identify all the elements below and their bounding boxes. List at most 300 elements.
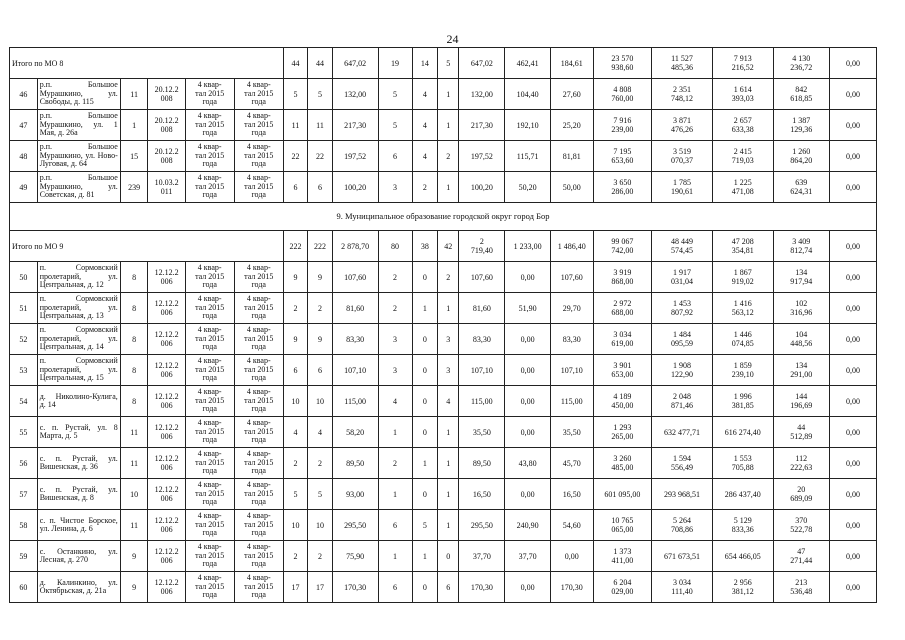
table-cell: 7 916 239,00 <box>593 110 652 141</box>
table-row <box>10 110 877 141</box>
table-cell: 1 996 381,85 <box>712 386 773 417</box>
summary-cell: 42 <box>438 231 459 262</box>
table-cell: 2 <box>308 293 332 324</box>
table-cell: 50,00 <box>550 172 593 203</box>
row-number: 49 <box>10 172 38 203</box>
summary-label: Итого по МО 8 <box>10 48 284 79</box>
table-cell: 2 <box>308 448 332 479</box>
table-cell: 192,10 <box>505 110 551 141</box>
table-row <box>10 141 877 172</box>
date-cell: 12.12.2 006 <box>148 448 185 479</box>
table-cell: 1 <box>378 541 412 572</box>
date-cell: 12.12.2 006 <box>148 510 185 541</box>
table-cell: 0 <box>412 479 438 510</box>
table-cell: 89,50 <box>332 448 378 479</box>
period-cell: 4 квар- тал 2015 года <box>185 572 234 603</box>
table-cell: 83,30 <box>550 324 593 355</box>
table-cell: 197,52 <box>332 141 378 172</box>
table-cell: 4 <box>308 417 332 448</box>
table-cell: 5 <box>283 79 307 110</box>
table-cell: 1 553 705,88 <box>712 448 773 479</box>
table-cell: 3 <box>378 355 412 386</box>
table-cell: 2 956 381,12 <box>712 572 773 603</box>
table-cell: 1 <box>412 541 438 572</box>
period-cell: 4 квар- тал 2015 года <box>234 110 283 141</box>
period-cell: 4 квар- тал 2015 года <box>185 355 234 386</box>
table-cell: 1 <box>378 479 412 510</box>
period-cell: 4 квар- тал 2015 года <box>185 324 234 355</box>
period-cell: 4 квар- тал 2015 года <box>234 541 283 572</box>
period-cell: 4 квар- тал 2015 года <box>234 417 283 448</box>
summary-cell: 647,02 <box>332 48 378 79</box>
table-cell: 0,00 <box>505 572 551 603</box>
table-row <box>10 293 877 324</box>
table-cell: 3 <box>438 324 459 355</box>
table-cell: 89,50 <box>459 448 505 479</box>
table-cell: 295,50 <box>459 510 505 541</box>
table-cell: 0,00 <box>829 141 876 172</box>
summary-cell: 2 878,70 <box>332 231 378 262</box>
table-row <box>10 324 877 355</box>
date-cell: 10.03.2 011 <box>148 172 185 203</box>
table-cell: 1 <box>412 448 438 479</box>
table-cell: 10 <box>283 510 307 541</box>
table-cell: 9 <box>283 324 307 355</box>
table-cell: 1 908 122,90 <box>652 355 713 386</box>
table-cell: 9 <box>120 541 148 572</box>
summary-cell: 38 <box>412 231 438 262</box>
table-cell: 16,50 <box>550 479 593 510</box>
table-cell: 15 <box>120 141 148 172</box>
table-cell: 2 <box>378 448 412 479</box>
table-cell: 286 437,40 <box>712 479 773 510</box>
date-cell: 12.12.2 006 <box>148 572 185 603</box>
period-cell: 4 квар- тал 2015 года <box>185 110 234 141</box>
table-cell: 4 189 450,00 <box>593 386 652 417</box>
table-cell: 9 <box>308 262 332 293</box>
row-number: 57 <box>10 479 38 510</box>
table-cell: 11 <box>120 79 148 110</box>
summary-cell: 44 <box>308 48 332 79</box>
period-cell: 4 квар- тал 2015 года <box>185 293 234 324</box>
table-cell: 0 <box>412 262 438 293</box>
date-cell: 12.12.2 006 <box>148 262 185 293</box>
table-cell: 8 <box>120 293 148 324</box>
table-cell: 22 <box>283 141 307 172</box>
table-cell: 7 195 653,60 <box>593 141 652 172</box>
row-number: 54 <box>10 386 38 417</box>
table-cell: 0,00 <box>505 479 551 510</box>
table-cell: 5 <box>308 479 332 510</box>
table-cell: 0,00 <box>829 293 876 324</box>
table-cell: 0 <box>412 324 438 355</box>
table-cell: 1 614 393,03 <box>712 79 773 110</box>
address-cell: п. Сормовский пролетарий, ул. Центральная, д. 14 <box>37 324 120 355</box>
table-cell: 81,60 <box>332 293 378 324</box>
table-cell: 0,00 <box>829 448 876 479</box>
period-cell: 4 квар- тал 2015 года <box>234 510 283 541</box>
table-cell: 4 <box>412 110 438 141</box>
table-cell: 3 650 286,00 <box>593 172 652 203</box>
table-cell: 4 <box>412 141 438 172</box>
table-cell: 4 808 760,00 <box>593 79 652 110</box>
table-cell: 107,10 <box>550 355 593 386</box>
summary-cell: 4 130 236,72 <box>773 48 829 79</box>
address-cell: р.п. Большое Мурашкино, ул. 1 Мая, д. 26а <box>37 110 120 141</box>
table-cell: 4 <box>438 386 459 417</box>
address-cell: с. п. Чистое Борское, ул. Ленина, д. 6 <box>37 510 120 541</box>
table-cell: 107,60 <box>459 262 505 293</box>
table-cell: 104,40 <box>505 79 551 110</box>
table-cell: 1 594 556,49 <box>652 448 713 479</box>
table-cell: 3 034 619,00 <box>593 324 652 355</box>
table-row <box>10 479 877 510</box>
table-cell: 107,10 <box>459 355 505 386</box>
address-cell: с. п. Рустай, ул. Вишенская, д. 36 <box>37 448 120 479</box>
table-cell: 35,50 <box>550 417 593 448</box>
table-cell: 132,00 <box>459 79 505 110</box>
table-cell: 16,50 <box>459 479 505 510</box>
table-cell: 11 <box>120 510 148 541</box>
table-row <box>10 541 877 572</box>
table-cell: 240,90 <box>505 510 551 541</box>
table-row <box>10 262 877 293</box>
table-cell: 2 <box>378 293 412 324</box>
table-cell: 1 <box>438 79 459 110</box>
table-cell: 43,80 <box>505 448 551 479</box>
table-cell: 9 <box>120 572 148 603</box>
table-cell: 1 <box>412 293 438 324</box>
summary-row <box>10 231 877 262</box>
summary-cell: 2 719,40 <box>459 231 505 262</box>
row-number: 55 <box>10 417 38 448</box>
table-cell: 2 <box>283 541 307 572</box>
table-cell: 6 <box>438 572 459 603</box>
table-cell: 3 034 111,40 <box>652 572 713 603</box>
table-cell: 654 466,05 <box>712 541 773 572</box>
table-cell: 6 <box>308 355 332 386</box>
date-cell: 12.12.2 006 <box>148 479 185 510</box>
table-cell: 2 657 633,38 <box>712 110 773 141</box>
summary-cell: 222 <box>308 231 332 262</box>
table-cell: 0,00 <box>829 479 876 510</box>
table-cell: 4 <box>283 417 307 448</box>
address-cell: п. Сормовский пролетарий, ул. Центральная, д. 15 <box>37 355 120 386</box>
resettlement-table <box>9 47 877 603</box>
table-cell: 4 <box>378 386 412 417</box>
period-cell: 4 квар- тал 2015 года <box>185 479 234 510</box>
table-cell: 2 <box>308 541 332 572</box>
date-cell: 20.12.2 008 <box>148 79 185 110</box>
table-cell: 5 264 708,86 <box>652 510 713 541</box>
table-cell: 37,70 <box>505 541 551 572</box>
summary-cell: 0,00 <box>829 48 876 79</box>
table-cell: 1 <box>438 417 459 448</box>
summary-cell: 647,02 <box>459 48 505 79</box>
table-cell: 239 <box>120 172 148 203</box>
table-cell: 2 <box>283 448 307 479</box>
table-cell: 1 867 919,02 <box>712 262 773 293</box>
table-cell: 0,00 <box>829 79 876 110</box>
table-cell: 170,30 <box>459 572 505 603</box>
table-cell: 1 373 411,00 <box>593 541 652 572</box>
table-cell: 6 204 029,00 <box>593 572 652 603</box>
period-cell: 4 квар- тал 2015 года <box>234 386 283 417</box>
table-row <box>10 386 877 417</box>
table-cell: 6 <box>283 172 307 203</box>
table-cell: 370 522,78 <box>773 510 829 541</box>
address-cell: р.п. Большое Мурашкино, ул. Ново-Луговая, д. 64 <box>37 141 120 172</box>
table-cell: 144 196,69 <box>773 386 829 417</box>
period-cell: 4 квар- тал 2015 года <box>185 79 234 110</box>
table-cell: 0,00 <box>550 541 593 572</box>
table-cell: 1 416 563,12 <box>712 293 773 324</box>
table-cell: 10 <box>283 386 307 417</box>
table-cell: 132,00 <box>332 79 378 110</box>
table-cell: 1 859 239,10 <box>712 355 773 386</box>
table-cell: 107,10 <box>332 355 378 386</box>
row-number: 59 <box>10 541 38 572</box>
table-cell: 83,30 <box>459 324 505 355</box>
table-cell: 5 <box>378 110 412 141</box>
table-cell: 3 <box>438 355 459 386</box>
table-cell: 9 <box>308 324 332 355</box>
table-row <box>10 417 877 448</box>
row-number: 58 <box>10 510 38 541</box>
table-cell: 93,00 <box>332 479 378 510</box>
table-cell: 1 <box>438 479 459 510</box>
summary-cell: 99 067 742,00 <box>593 231 652 262</box>
table-cell: 8 <box>120 386 148 417</box>
table-cell: 3 519 070,37 <box>652 141 713 172</box>
table-row <box>10 572 877 603</box>
table-cell: 1 <box>438 510 459 541</box>
period-cell: 4 квар- тал 2015 года <box>234 172 283 203</box>
period-cell: 4 квар- тал 2015 года <box>185 510 234 541</box>
table-cell: 6 <box>308 172 332 203</box>
table-cell: 2 <box>412 172 438 203</box>
table-cell: 0,00 <box>829 572 876 603</box>
summary-cell: 14 <box>412 48 438 79</box>
table-cell: 17 <box>283 572 307 603</box>
date-cell: 20.12.2 008 <box>148 110 185 141</box>
table-cell: 3 871 476,26 <box>652 110 713 141</box>
period-cell: 4 квар- тал 2015 года <box>185 141 234 172</box>
table-cell: 11 <box>283 110 307 141</box>
table-cell: 112 222,63 <box>773 448 829 479</box>
summary-cell: 80 <box>378 231 412 262</box>
address-cell: р.п. Большое Мурашкино, ул. Советская, д. 81 <box>37 172 120 203</box>
table-cell: 0,00 <box>829 386 876 417</box>
row-number: 53 <box>10 355 38 386</box>
table-cell: 295,50 <box>332 510 378 541</box>
table-cell: 17 <box>308 572 332 603</box>
table-cell: 6 <box>378 141 412 172</box>
table-cell: 100,20 <box>332 172 378 203</box>
table-cell: 29,70 <box>550 293 593 324</box>
table-cell: 22 <box>308 141 332 172</box>
table-cell: 2 415 719,03 <box>712 141 773 172</box>
date-cell: 12.12.2 006 <box>148 541 185 572</box>
table-cell: 0,00 <box>505 417 551 448</box>
table-cell: 0,00 <box>829 172 876 203</box>
table-cell: 134 291,00 <box>773 355 829 386</box>
summary-cell: 222 <box>283 231 307 262</box>
table-cell: 6 <box>283 355 307 386</box>
table-cell: 51,90 <box>505 293 551 324</box>
table-cell: 75,90 <box>332 541 378 572</box>
table-cell: 217,30 <box>332 110 378 141</box>
table-cell: 3 919 868,00 <box>593 262 652 293</box>
table-cell: 5 <box>378 79 412 110</box>
table-cell: 2 972 688,00 <box>593 293 652 324</box>
date-cell: 12.12.2 006 <box>148 355 185 386</box>
page-number: 24 <box>446 32 459 46</box>
table-cell: 197,52 <box>459 141 505 172</box>
table-cell: 0,00 <box>829 417 876 448</box>
table-cell: 44 512,89 <box>773 417 829 448</box>
table-cell: 50,20 <box>505 172 551 203</box>
period-cell: 4 квар- тал 2015 года <box>234 262 283 293</box>
summary-cell: 47 208 354,81 <box>712 231 773 262</box>
table-cell: 27,60 <box>550 79 593 110</box>
table-cell: 1 446 074,85 <box>712 324 773 355</box>
table-cell: 47 271,44 <box>773 541 829 572</box>
row-number: 51 <box>10 293 38 324</box>
table-cell: 37,70 <box>459 541 505 572</box>
table-cell: 0,00 <box>505 324 551 355</box>
table-cell: 8 <box>120 355 148 386</box>
table-cell: 4 <box>412 79 438 110</box>
date-cell: 12.12.2 006 <box>148 417 185 448</box>
table-cell: 104 448,56 <box>773 324 829 355</box>
table-cell: 58,20 <box>332 417 378 448</box>
row-number: 50 <box>10 262 38 293</box>
table-cell: 1 785 190,61 <box>652 172 713 203</box>
table-cell: 115,00 <box>550 386 593 417</box>
table-row <box>10 172 877 203</box>
summary-cell: 184,61 <box>550 48 593 79</box>
table-cell: 601 095,00 <box>593 479 652 510</box>
period-cell: 4 квар- тал 2015 года <box>234 324 283 355</box>
table-cell: 217,30 <box>459 110 505 141</box>
table-cell: 10 <box>120 479 148 510</box>
table-cell: 100,20 <box>459 172 505 203</box>
table-cell: 1 484 095,59 <box>652 324 713 355</box>
table-cell: 10 <box>308 510 332 541</box>
date-cell: 12.12.2 006 <box>148 293 185 324</box>
table-cell: 632 477,71 <box>652 417 713 448</box>
table-cell: 2 <box>283 293 307 324</box>
period-cell: 4 квар- тал 2015 года <box>185 417 234 448</box>
table-cell: 3 <box>378 324 412 355</box>
table-cell: 134 917,94 <box>773 262 829 293</box>
table-cell: 2 048 871,46 <box>652 386 713 417</box>
table-cell: 115,71 <box>505 141 551 172</box>
table-cell: 107,60 <box>332 262 378 293</box>
table-cell: 0,00 <box>505 386 551 417</box>
table-cell: 2 <box>378 262 412 293</box>
table-cell: 10 <box>308 386 332 417</box>
summary-row-mo8 <box>10 48 877 79</box>
table-row <box>10 510 877 541</box>
summary-cell: 44 <box>283 48 307 79</box>
row-number: 56 <box>10 448 38 479</box>
table-cell: 25,20 <box>550 110 593 141</box>
summary-cell: 19 <box>378 48 412 79</box>
table-cell: 0 <box>412 417 438 448</box>
table-cell: 5 <box>308 79 332 110</box>
table-cell: 1 <box>438 448 459 479</box>
table-cell: 1 387 129,36 <box>773 110 829 141</box>
date-cell: 12.12.2 006 <box>148 386 185 417</box>
table-cell: 6 <box>378 572 412 603</box>
summary-cell: 1 233,00 <box>505 231 551 262</box>
table-cell: 0,00 <box>829 110 876 141</box>
section-row <box>10 203 877 231</box>
address-cell: с. Останкино, ул. Лесная, д. 270 <box>37 541 120 572</box>
summary-cell: 1 486,40 <box>550 231 593 262</box>
table-cell: 0 <box>412 572 438 603</box>
summary-label: Итого по МО 9 <box>10 231 284 262</box>
period-cell: 4 квар- тал 2015 года <box>234 355 283 386</box>
table-cell: 1 260 864,20 <box>773 141 829 172</box>
table-cell: 1 917 031,04 <box>652 262 713 293</box>
period-cell: 4 квар- тал 2015 года <box>234 479 283 510</box>
summary-cell: 11 527 485,36 <box>652 48 713 79</box>
table-cell: 1 453 807,92 <box>652 293 713 324</box>
table-cell: 0,00 <box>829 541 876 572</box>
table-cell: 9 <box>283 262 307 293</box>
table-cell: 54,60 <box>550 510 593 541</box>
table-cell: 1 <box>438 293 459 324</box>
table-cell: 0 <box>412 386 438 417</box>
table-cell: 1 <box>378 417 412 448</box>
table-cell: 639 624,31 <box>773 172 829 203</box>
table-cell: 5 129 833,36 <box>712 510 773 541</box>
row-number: 48 <box>10 141 38 172</box>
table-cell: 5 <box>283 479 307 510</box>
row-number: 52 <box>10 324 38 355</box>
table-cell: 1 <box>438 110 459 141</box>
table-cell: 293 968,51 <box>652 479 713 510</box>
date-cell: 20.12.2 008 <box>148 141 185 172</box>
period-cell: 4 квар- тал 2015 года <box>185 448 234 479</box>
table-cell: 115,00 <box>459 386 505 417</box>
table-cell: 102 316,96 <box>773 293 829 324</box>
table-cell: 0,00 <box>505 262 551 293</box>
table-cell: 3 260 485,00 <box>593 448 652 479</box>
table-cell: 0,00 <box>829 262 876 293</box>
table-cell: 0,00 <box>829 324 876 355</box>
period-cell: 4 квар- тал 2015 года <box>234 79 283 110</box>
period-cell: 4 квар- тал 2015 года <box>185 172 234 203</box>
table-cell: 3 <box>378 172 412 203</box>
period-cell: 4 квар- тал 2015 года <box>185 386 234 417</box>
table-cell: 2 <box>438 262 459 293</box>
address-cell: с. п. Рустай, ул. 8 Марта, д. 5 <box>37 417 120 448</box>
summary-cell: 5 <box>438 48 459 79</box>
summary-cell: 3 409 812,74 <box>773 231 829 262</box>
table-cell: 1 225 471,08 <box>712 172 773 203</box>
table-cell: 213 536,48 <box>773 572 829 603</box>
address-cell: п. Сормовский пролетарий, ул. Центральная, д. 12 <box>37 262 120 293</box>
table-cell: 170,30 <box>550 572 593 603</box>
period-cell: 4 квар- тал 2015 года <box>234 141 283 172</box>
table-cell: 20 689,09 <box>773 479 829 510</box>
table-cell: 8 <box>120 262 148 293</box>
table-cell: 0 <box>412 355 438 386</box>
